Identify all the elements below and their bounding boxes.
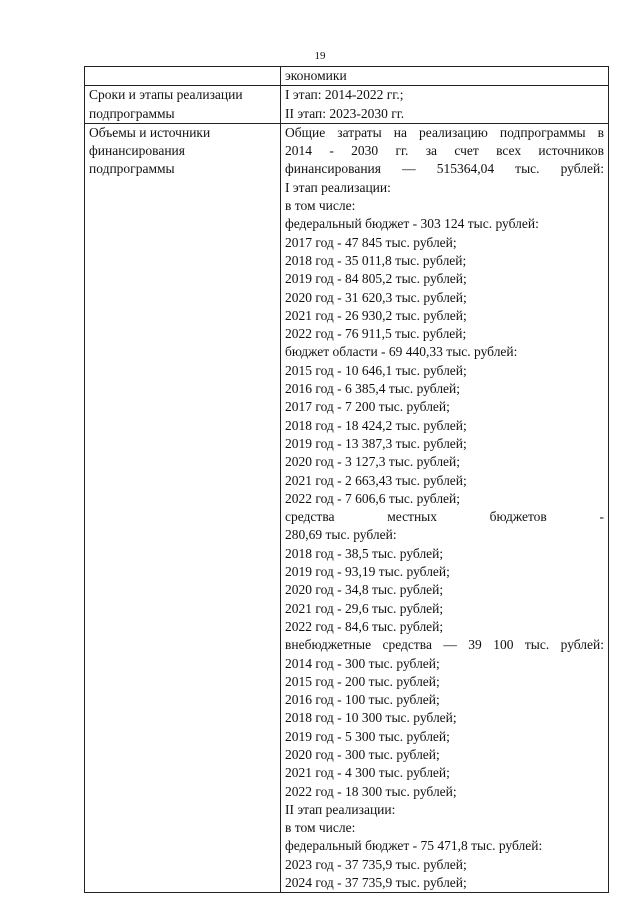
text-line: в том числе: — [285, 820, 356, 836]
text-line: 2023 год - 37 735,9 тыс. рублей; — [285, 856, 467, 872]
page-number: 19 — [314, 50, 326, 62]
text-line: II этап: 2023-2030 гг. — [285, 105, 405, 121]
text-line: 2019 год - 13 387,3 тыс. рублей; — [285, 435, 467, 451]
text-line: 2018 год - 35 011,8 тыс. рублей; — [285, 252, 467, 268]
text-line: 280,69 тыс. рублей: — [285, 527, 397, 543]
text-line: 2018 год - 38,5 тыс. рублей; — [285, 545, 444, 561]
label-cell — [85, 67, 281, 86]
text-line: 2020 год - 3 127,3 тыс. рублей; — [285, 454, 461, 470]
table-row — [85, 123, 609, 892]
text-line: экономики — [285, 68, 347, 83]
value-cell — [281, 67, 609, 86]
text-line: 2016 год - 100 тыс. рублей; — [285, 692, 440, 708]
text-line: 2022 год - 7 606,6 тыс. рублей; — [285, 490, 461, 506]
text-line: федеральный бюджет - 75 471,8 тыс. рублей: — [285, 838, 543, 854]
text-line: 2019 год - 84 805,2 тыс. рублей; — [285, 271, 467, 287]
text-line: внебюджетные средства — 39 100 тыс. рублей: — [285, 637, 604, 653]
text-line: финансирования — 515364,04 тыс. рублей: — [285, 161, 604, 177]
text-line: средства местных бюджетов - — [285, 509, 604, 525]
text-line: 2014 год - 300 тыс. рублей; — [285, 655, 440, 671]
text-line: 2021 год - 26 930,2 тыс. рублей; — [285, 307, 467, 323]
text-line: 2022 год - 84,6 тыс. рублей; — [285, 618, 444, 634]
text-line: 2022 год - 76 911,5 тыс. рублей; — [285, 326, 467, 342]
text-line: 2024 год - 37 735,9 тыс. рублей; — [285, 875, 467, 891]
text-line: 2015 год - 10 646,1 тыс. рублей; — [285, 362, 467, 378]
table-row — [85, 86, 609, 124]
text-line: 2021 год - 2 663,43 тыс. рублей; — [285, 472, 467, 488]
text-line: 2020 год - 34,8 тыс. рублей; — [285, 582, 444, 598]
table-row — [85, 67, 609, 86]
text-line: 2014 - 2030 гг. за счет всех источников — [285, 143, 604, 159]
text-line: финансирования — [89, 143, 185, 159]
text-line: в том числе: — [285, 198, 356, 214]
text-line: 2022 год - 18 300 тыс. рублей; — [285, 783, 457, 799]
text-line: Общие затраты на реализацию подпрограммы в — [285, 124, 604, 140]
text-line: 2017 год - 47 845 тыс. рублей; — [285, 234, 457, 250]
text-line: I этап реализации: — [285, 179, 391, 195]
passport-table — [84, 66, 609, 893]
text-line: 2018 год - 18 424,2 тыс. рублей; — [285, 417, 467, 433]
text-line: I этап: 2014-2022 гг.; — [285, 87, 404, 103]
text-line: 2016 год - 6 385,4 тыс. рублей; — [285, 381, 461, 397]
text-line: 2020 год - 31 620,3 тыс. рублей; — [285, 289, 467, 305]
text-line: федеральный бюджет - 303 124 тыс. рублей: — [285, 216, 539, 232]
value-cell — [281, 86, 609, 124]
text-line: 2019 год - 93,19 тыс. рублей; — [285, 564, 450, 580]
label-cell — [85, 86, 281, 124]
text-line: 2019 год - 5 300 тыс. рублей; — [285, 728, 450, 744]
text-line: 2018 год - 10 300 тыс. рублей; — [285, 710, 457, 726]
text-line: 2021 год - 29,6 тыс. рублей; — [285, 600, 444, 616]
text-line — [89, 67, 276, 85]
text-line: подпрограммы — [89, 161, 175, 177]
value-cell — [281, 123, 609, 892]
text-line: 2020 год - 300 тыс. рублей; — [285, 746, 440, 762]
text-line: подпрограммы — [89, 105, 175, 121]
text-line: Сроки и этапы реализации — [89, 87, 243, 103]
label-cell — [85, 123, 281, 892]
text-line: II этап реализации: — [285, 801, 396, 817]
text-line: бюджет области - 69 440,33 тыс. рублей: — [285, 344, 518, 360]
text-line: 2021 год - 4 300 тыс. рублей; — [285, 765, 450, 781]
text-line: 2015 год - 200 тыс. рублей; — [285, 673, 440, 689]
text-line: Объемы и источники — [89, 124, 211, 140]
text-line: 2017 год - 7 200 тыс. рублей; — [285, 399, 450, 415]
